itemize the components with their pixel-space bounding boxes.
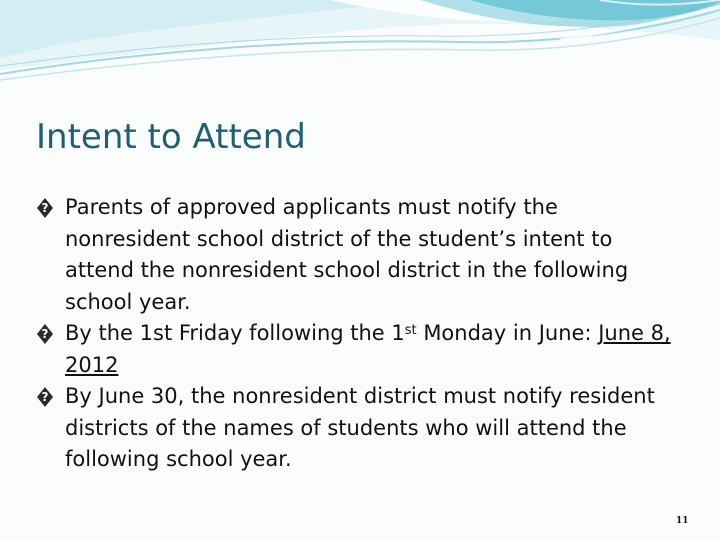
bullet-list bbox=[34, 192, 684, 476]
svg-text:?: ? bbox=[41, 327, 48, 341]
missing-glyph-icon bbox=[34, 196, 55, 220]
slide-title: Intent to Attend bbox=[36, 117, 306, 157]
missing-glyph-icon bbox=[34, 385, 55, 409]
bullet-text: Parents of approved applicants must notify the nonresident school district of the student’s intent to attend the nonresident school district in the following school year. bbox=[65, 195, 629, 314]
header-wave-decoration bbox=[0, 0, 720, 110]
bullet-text: By June 30, the nonresident district must notify resident districts of the names of students who will attend the following school year. bbox=[65, 384, 655, 471]
bullet-text: By the 1st Friday following the 1 bbox=[65, 321, 405, 345]
bullet-item bbox=[34, 381, 684, 476]
missing-glyph-icon bbox=[34, 322, 55, 346]
bullet-item bbox=[34, 192, 684, 318]
ordinal-superscript: st bbox=[404, 323, 417, 338]
bullet-item bbox=[34, 318, 684, 381]
svg-text:?: ? bbox=[41, 390, 48, 404]
slide-number: 11 bbox=[676, 516, 689, 526]
deadline-date: June 8, 2012 bbox=[65, 321, 671, 377]
bullet-text-continued: Monday in June: bbox=[416, 321, 599, 345]
svg-text:?: ? bbox=[41, 201, 48, 215]
